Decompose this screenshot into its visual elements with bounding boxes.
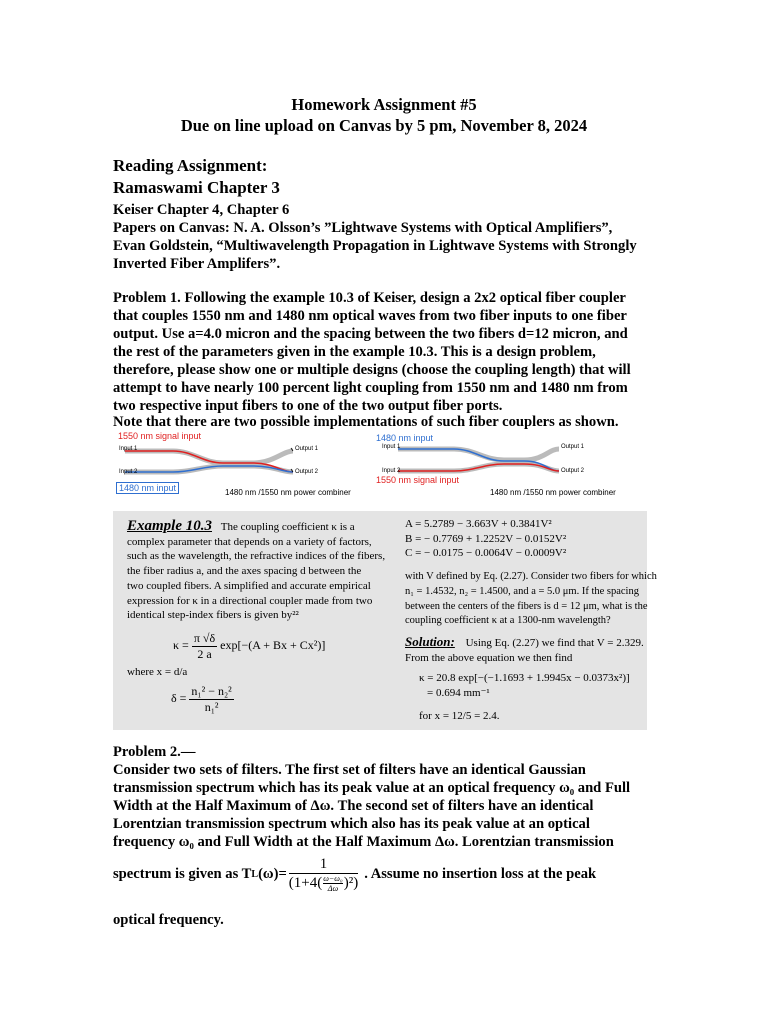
signal-input-label: 1550 nm signal input (118, 431, 202, 441)
due-date: Due on line upload on Canvas by 5 pm, November 8, 2024 (180, 116, 588, 135)
output2-label: Output 2 (561, 468, 585, 474)
example-text: coupling coefficient κ at a 1300-nm wavelength? (405, 615, 611, 627)
example-text: two coupled fibers. A simplified and accurate empirical (127, 579, 371, 592)
reading-line: Inverted Fiber Amplifers”. (113, 256, 281, 272)
reading-heading: Reading Assignment: (113, 156, 268, 175)
input2-label: Input 2 (119, 469, 138, 475)
result-equation: κ = 20.8 exp[−(−1.1693 + 1.9945x − 0.0373x²)] (419, 672, 630, 685)
problem1-line: attempt to have nearly 100 percent light coupling from 1550 nm and 1480 nm from (113, 380, 628, 396)
problem2-line: transmission spectrum which has its peak value at an optical frequency ω₀ and Full (113, 780, 631, 796)
example-heading: Example 10.3 (127, 518, 212, 534)
figure-caption: 1480 nm /1550 nm power combiner (490, 488, 616, 497)
example-left-column (127, 519, 387, 714)
example-text: identical step-index fibers is given by²² (127, 609, 299, 622)
kappa-equation (173, 631, 387, 661)
coupler-figure-right (374, 430, 654, 502)
problem2-line: Lorentzian transmission spectrum which also has its peak value at an optical (113, 816, 590, 832)
coefficient-b: B = − 0.7769 + 1.2252V − 0.0152V² (405, 532, 567, 545)
problem2-last-line: optical frequency. (113, 912, 224, 928)
example-text: The coupling coefficient κ is a (220, 521, 355, 533)
problem2-line: Width at the Half Maximum of Δω. The second set of filters have an identical (113, 798, 594, 814)
problem2-line: Consider two sets of filters. The first set of filters have an identical Gaussian (113, 762, 586, 778)
example-text: expression for κ in a directional coupler made from two (127, 594, 373, 607)
problem2-heading: Problem 2.— (113, 744, 196, 760)
formula-inner-numerator: ω−ω₀ (323, 874, 343, 883)
output1-label: Output 1 (295, 446, 319, 452)
example-text: between the centers of the fibers is d = 12 μm, what is the (405, 600, 648, 612)
problem1-line: Note that there are two possible implementations of such fiber couplers as shown. (113, 414, 619, 430)
kappa-exponent: exp[−(A + Bx + Cx²)] (220, 637, 326, 652)
problem2-line: frequency ω₀ and Full Width at the Half Maximum Δω. Lorentzian transmission (113, 834, 614, 850)
assignment-title: Homework Assignment #5 (291, 95, 477, 114)
output1-label: Output 1 (561, 444, 585, 450)
formula-inner-fraction (323, 874, 342, 893)
example-text: with V defined by Eq. (2.27). Consider two fibers for which (405, 571, 657, 583)
output2-label: Output 2 (295, 469, 319, 475)
lorentzian-formula-line (113, 856, 596, 893)
problem1-line: Problem 1. Following the example 10.3 of Keiser, design a 2x2 optical fiber coupler (113, 290, 626, 306)
problem1-line: therefore, please show one or multiple designs (choose the coupling length) that will (113, 362, 631, 378)
example-text: the fiber radius a, and the axes spacing d between the (127, 565, 362, 578)
problem1-line: the rest of the parameters given in the example 10.3. This is a design problem, (113, 344, 596, 360)
example-right-column (405, 517, 657, 723)
delta-lhs: δ = (171, 690, 187, 705)
where-text: where x = d/a (127, 666, 188, 679)
input1-label: Input 1 (119, 446, 138, 452)
kappa-fraction (192, 631, 217, 661)
coefficient-c: C = − 0.0175 − 0.0064V − 0.0009V² (405, 547, 567, 560)
problem1-line: that couples 1550 nm and 1480 nm optical waves from two fiber inputs to one fiber (113, 308, 627, 324)
problem1-line: two respective input fibers to one of the two output fiber ports. (113, 398, 503, 414)
formula-denominator-end: )²) (343, 875, 359, 891)
reading-line: Keiser Chapter 4, Chapter 6 (113, 202, 290, 218)
formula-denominator (289, 874, 358, 893)
spectrum-argument: (ω)= (258, 866, 287, 882)
solution-text: Using Eq. (2.27) we find that V = 2.329. (465, 636, 644, 649)
kappa-numerator: π √δ (193, 630, 216, 645)
coupler-figure-left (113, 430, 383, 502)
input1-label: Input 1 (382, 444, 401, 450)
example-text: complex parameter that depends on a variety of factors, (127, 535, 372, 548)
reading-chapter: Ramaswami Chapter 3 (113, 178, 280, 197)
example-text: such as the wavelength, the refractive indices of the fibers, (127, 550, 386, 563)
example-text: n₁ = 1.4532, n₂ = 1.4500, and a = 5.0 μm. If the spacing (405, 585, 639, 597)
delta-fraction (189, 684, 233, 714)
result-x: for x = 12/5 = 2.4. (419, 709, 500, 722)
reading-line: Papers on Canvas: N. A. Olsson’s ”Lightwave Systems with Optical Amplifiers”, (113, 220, 613, 236)
result-value: = 0.694 mm⁻¹ (427, 687, 490, 700)
kappa-denominator: 2 a (197, 646, 212, 661)
figure-caption: 1480 nm /1550 nm power combiner (225, 488, 351, 497)
input2-label: Input 2 (382, 468, 401, 474)
delta-denominator: n₁² (204, 699, 219, 714)
formula-numerator: 1 (289, 856, 358, 874)
spectrum-prefix: spectrum is given as T (113, 866, 252, 882)
insertion-loss-text: . Assume no insertion loss at the peak (364, 866, 597, 882)
problem1-line: output. Use a=4.0 micron and the spacing between the two fibers d=12 micron, and (113, 326, 628, 342)
lorentzian-fraction (289, 856, 358, 893)
spectrum-subscript: L (251, 869, 259, 880)
pump-input-label: 1480 nm input (116, 482, 179, 494)
solution-text: From the above equation we then find (405, 651, 573, 664)
signal-input-label: 1550 nm signal input (376, 475, 460, 485)
formula-denominator-start: (1+4( (288, 875, 323, 891)
example-box (113, 511, 657, 730)
delta-numerator: n₁² − n₂² (191, 684, 232, 699)
solution-heading: Solution: (405, 633, 455, 649)
delta-equation (171, 684, 387, 714)
formula-inner-denominator: Δω (327, 884, 339, 893)
kappa-lhs: κ = (173, 637, 189, 652)
coefficient-a: A = 5.2789 − 3.663V + 0.3841V² (405, 518, 552, 530)
pump-input-label: 1480 nm input (376, 433, 434, 443)
reading-line: Evan Goldstein, “Multiwavelength Propagation in Lightwave Systems with Strongly (113, 238, 637, 254)
